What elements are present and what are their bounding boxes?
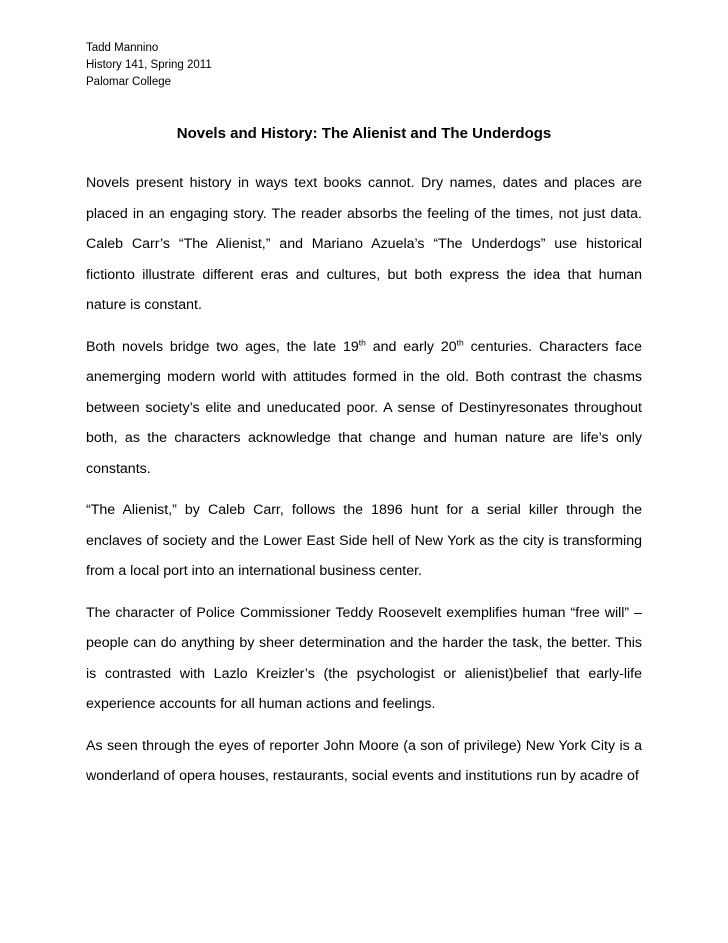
- school-name: Palomar College: [86, 76, 172, 88]
- paragraph-2-text-c: centuries. Characters face anemerging modern world with attitudes formed in the old. Both contrast the chasms between society’s elite and uneducated poor. A sense of Destinyresonates throughout both, as the characters acknowledge that change and human nature are life’s only constants.: [86, 338, 643, 477]
- paragraph-2: [86, 332, 642, 485]
- course-name: History 141, Spring 2011: [86, 59, 212, 71]
- document-header: [86, 40, 212, 91]
- document-body: [86, 168, 642, 792]
- paragraph-3: “The Alienist,” by Caleb Carr, follows the 1896 hunt for a serial killer through the enclaves of society and the Lower East Side hell of New York as the city is transforming from a local port into an international business center.: [86, 502, 642, 579]
- paragraph-1: Novels present history in ways text books cannot. Dry names, dates and places are placed in an engaging story. The reader absorbs the feeling of the times, not just data. Caleb Carr’s “The Alienist,” and Mariano Azuela’s “The Underdogs” use historical fictionto illustrate different eras and cultures, but both express the idea that human nature is constant.: [86, 175, 642, 313]
- page-title: Novels and History: The Alienist and The Underdogs: [176, 125, 552, 142]
- superscript-th-2: th: [456, 336, 464, 347]
- author-name: Tadd Mannino: [86, 42, 159, 54]
- paragraph-4: The character of Police Commissioner Teddy Roosevelt exemplifies human “free will” – people can do anything by sheer determination and the harder the task, the better. This is contrasted with Lazlo Kreizler’s (the psychologist or alienist)belief that early-life experience accounts for all human actions and feelings.: [86, 604, 642, 712]
- paragraph-2-text-a: Both novels bridge two ages, the late 19: [86, 338, 359, 355]
- paragraph-5: As seen through the eyes of reporter John Moore (a son of privilege) New York City is a wonderland of opera houses, restaurants, social events and institutions run by acadre of: [86, 737, 642, 784]
- superscript-th-1: th: [358, 336, 366, 347]
- paragraph-2-text-b: and early 20: [365, 338, 457, 355]
